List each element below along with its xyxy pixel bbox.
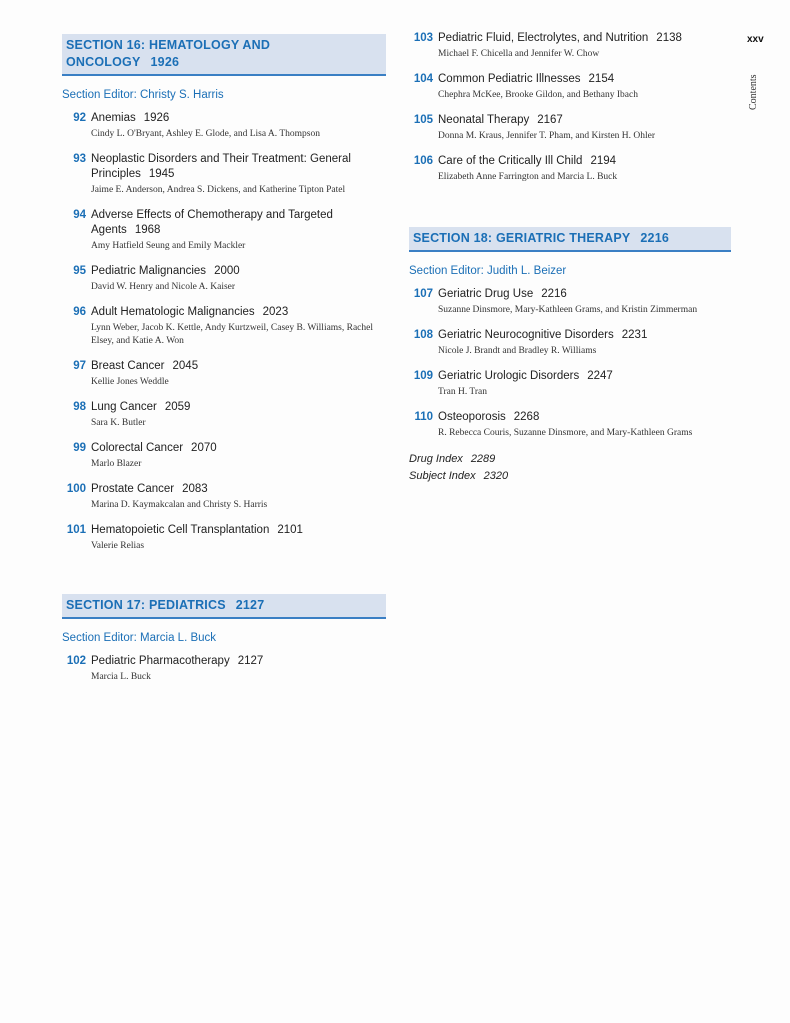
- chapter-entry: [62, 654, 386, 684]
- chapter-title: Colorectal Cancer: [91, 442, 184, 454]
- chapter-authors: R. Rebecca Couris, Suzanne Dinsmore, and Mary-Kathleen Grams: [438, 428, 693, 438]
- chapter-number: 97: [73, 360, 86, 372]
- chapter-entry: [409, 154, 731, 184]
- chapter-number: 102: [66, 655, 86, 667]
- chapter-number: 92: [73, 112, 86, 124]
- chapter-title: Geriatric Drug Use: [438, 288, 534, 300]
- chapter-title: Prostate Cancer: [91, 483, 175, 495]
- running-head: Contents: [748, 74, 759, 110]
- chapter-title: Geriatric Urologic Disorders: [438, 370, 580, 382]
- chapter-title: Pediatric Fluid, Electrolytes, and Nutrition: [438, 32, 649, 44]
- chapter-title: Breast Cancer: [91, 360, 165, 372]
- chapter-page: 2138: [656, 32, 682, 44]
- chapter-authors: Kellie Jones Weddle: [91, 377, 169, 387]
- chapter-authors: Nicole J. Brandt and Bradley R. Williams: [438, 346, 597, 356]
- right-column: [409, 31, 731, 485]
- chapter-authors: Lynn Weber, Jacob K. Kettle, Andy Kurtzweil, Casey B. Williams, Rachel Elsey, and Katie A. Won: [91, 323, 374, 346]
- chapter-page: 2268: [513, 411, 540, 423]
- chapter-title: Adult Hematologic Malignancies: [91, 306, 255, 318]
- section-16-title-line1: SECTION 16: HEMATOLOGY AND: [66, 38, 271, 52]
- chapter-number: 95: [73, 265, 86, 277]
- chapter-number: 98: [73, 401, 86, 413]
- chapter-title-line: [438, 31, 731, 46]
- chapter-page: 1926: [143, 112, 170, 124]
- chapter-authors: Sara K. Butler: [91, 418, 146, 428]
- index-label: Drug Index: [409, 453, 463, 465]
- page-number: xxv: [747, 34, 764, 45]
- chapter-authors: Cindy L. O'Bryant, Ashley E. Glode, and Lisa A. Thompson: [91, 129, 320, 139]
- chapter-title-line: [438, 287, 731, 302]
- chapter-authors: Valerie Relias: [91, 541, 145, 551]
- chapter-title: Neonatal Therapy: [438, 114, 530, 126]
- chapter-page: 2231: [621, 329, 648, 341]
- chapter-title: Anemias: [91, 112, 136, 124]
- section-16-title-text: ONCOLOGY: [66, 55, 141, 69]
- chapter-entry: [62, 400, 386, 430]
- section-16-page: 1926: [150, 55, 180, 69]
- chapter-entry: [62, 482, 386, 512]
- chapter-number: 101: [66, 524, 86, 536]
- chapter-page: 2083: [182, 483, 208, 495]
- section-16-editor: Section Editor: Christy S. Harris: [62, 89, 224, 101]
- chapter-title-line: [91, 523, 386, 538]
- chapter-title-line: [91, 208, 386, 238]
- chapter-number: 94: [73, 209, 86, 221]
- chapter-page: 2154: [588, 73, 615, 85]
- chapter-entry: [62, 111, 386, 141]
- chapter-page: 2000: [214, 265, 240, 277]
- section-17-editor: Section Editor: Marcia L. Buck: [62, 632, 217, 644]
- section-17-page: 2127: [235, 598, 265, 612]
- chapter-number: 93: [73, 153, 86, 165]
- chapter-authors: Marcia L. Buck: [91, 672, 151, 682]
- chapter-entry: [409, 287, 731, 317]
- chapter-title: Geriatric Neurocognitive Disorders: [438, 329, 614, 341]
- section-18-header: [409, 227, 731, 252]
- chapter-entry: [62, 264, 386, 294]
- chapter-number: 96: [73, 306, 86, 318]
- chapter-entry: [62, 152, 386, 197]
- chapter-title-line: [91, 482, 386, 497]
- chapter-title: Hematopoietic Cell Transplantation: [91, 524, 270, 536]
- chapter-authors: Marina D. Kaymakcalan and Christy S. Harris: [91, 500, 268, 510]
- left-column: [62, 34, 386, 695]
- chapter-authors: Amy Hatfield Seung and Emily Mackler: [91, 241, 246, 251]
- chapter-page: 2194: [590, 155, 617, 167]
- chapter-title-line: [438, 113, 731, 128]
- chapter-entry: [62, 523, 386, 553]
- index-page: 2289: [470, 453, 496, 465]
- chapter-title-line: [91, 441, 386, 456]
- chapter-number: 99: [73, 442, 86, 454]
- chapter-title-line: [91, 654, 386, 669]
- chapter-authors: Suzanne Dinsmore, Mary-Kathleen Grams, and Kristin Zimmerman: [438, 305, 698, 315]
- chapter-number: 106: [413, 155, 433, 167]
- chapter-title-line: [91, 359, 386, 374]
- section-17-chapter-list: [62, 654, 386, 684]
- index-label: Subject Index: [409, 470, 476, 482]
- chapter-page: 2167: [537, 114, 563, 126]
- index-page: 2320: [483, 470, 509, 482]
- chapter-authors: Michael F. Chicella and Jennifer W. Chow: [438, 49, 600, 59]
- chapter-page: 2127: [237, 655, 264, 667]
- section-16-title-line2: [66, 54, 382, 71]
- chapter-authors: Marlo Blazer: [91, 459, 142, 469]
- chapter-title-line: [91, 305, 386, 320]
- chapter-entry: [409, 113, 731, 143]
- chapter-number: 105: [413, 114, 433, 126]
- chapter-authors: Chephra McKee, Brooke Gildon, and Bethany Ibach: [438, 90, 638, 100]
- chapter-title-line: [438, 410, 731, 425]
- chapter-title: Care of the Critically Ill Child: [438, 155, 583, 167]
- chapter-title: Lung Cancer: [91, 401, 157, 413]
- index-entry: [409, 468, 731, 485]
- chapter-page: 2070: [191, 442, 217, 454]
- chapter-page: 2059: [164, 401, 191, 413]
- chapter-title-line: [438, 72, 731, 87]
- chapter-title-line: [438, 154, 731, 169]
- chapter-title-line: [438, 369, 731, 384]
- chapter-page: 1968: [134, 224, 161, 236]
- chapter-number: 103: [413, 32, 433, 44]
- chapter-page: 1945: [148, 168, 175, 180]
- chapter-entry: [62, 359, 386, 389]
- chapter-title: Common Pediatric Illnesses: [438, 73, 581, 85]
- chapter-title: Pediatric Malignancies: [91, 265, 207, 277]
- chapter-title: Neoplastic Disorders and Their Treatment: General Principles: [91, 153, 351, 180]
- chapter-page: 2247: [587, 370, 613, 382]
- chapter-number: 100: [66, 483, 86, 495]
- chapter-page: 2216: [541, 288, 567, 300]
- chapter-title-line: [91, 152, 386, 182]
- chapter-authors: Elizabeth Anne Farrington and Marcia L. Buck: [438, 172, 618, 182]
- chapter-entry: [409, 410, 731, 440]
- chapter-number: 109: [413, 370, 433, 382]
- chapter-entry: [409, 72, 731, 102]
- chapter-title: Adverse Effects of Chemotherapy and Targeted Agents: [91, 209, 333, 236]
- chapter-title-line: [91, 111, 386, 126]
- section-18-page: 2216: [640, 231, 670, 245]
- chapter-entry: [62, 305, 386, 348]
- chapter-page: 2023: [262, 306, 289, 318]
- chapter-entry: [409, 328, 731, 358]
- section-16-header: [62, 34, 386, 76]
- chapter-entry: [409, 31, 731, 61]
- chapter-authors: Tran H. Tran: [438, 387, 488, 397]
- chapter-title: Pediatric Pharmacotherapy: [91, 655, 230, 667]
- chapter-number: 107: [413, 288, 433, 300]
- chapter-title-line: [91, 400, 386, 415]
- chapter-authors: David W. Henry and Nicole A. Kaiser: [91, 282, 236, 292]
- section-17-title: SECTION 17: PEDIATRICS: [66, 598, 226, 612]
- section-18-editor: Section Editor: Judith L. Beizer: [409, 265, 567, 277]
- chapter-entry: [62, 441, 386, 471]
- index-entry: [409, 451, 731, 468]
- section-17-continued-list: [409, 31, 731, 184]
- chapter-authors: Donna M. Kraus, Jennifer T. Pham, and Kirsten H. Ohler: [438, 131, 656, 141]
- chapter-entry: [62, 208, 386, 253]
- chapter-number: 104: [413, 73, 433, 85]
- chapter-number: 108: [413, 329, 433, 341]
- chapter-page: 2045: [172, 360, 199, 372]
- section-16-chapter-list: [62, 111, 386, 553]
- section-18-title: SECTION 18: GERIATRIC THERAPY: [413, 231, 631, 245]
- chapter-authors: Jaime E. Anderson, Andrea S. Dickens, and Katherine Tipton Patel: [91, 185, 346, 195]
- chapter-number: 110: [414, 411, 433, 423]
- chapter-title: Osteoporosis: [438, 411, 506, 423]
- chapter-title-line: [91, 264, 386, 279]
- section-17-header: [62, 594, 386, 619]
- chapter-title-line: [438, 328, 731, 343]
- index-list: [409, 451, 731, 485]
- section-18-chapter-list: [409, 287, 731, 440]
- chapter-entry: [409, 369, 731, 399]
- chapter-page: 2101: [277, 524, 303, 536]
